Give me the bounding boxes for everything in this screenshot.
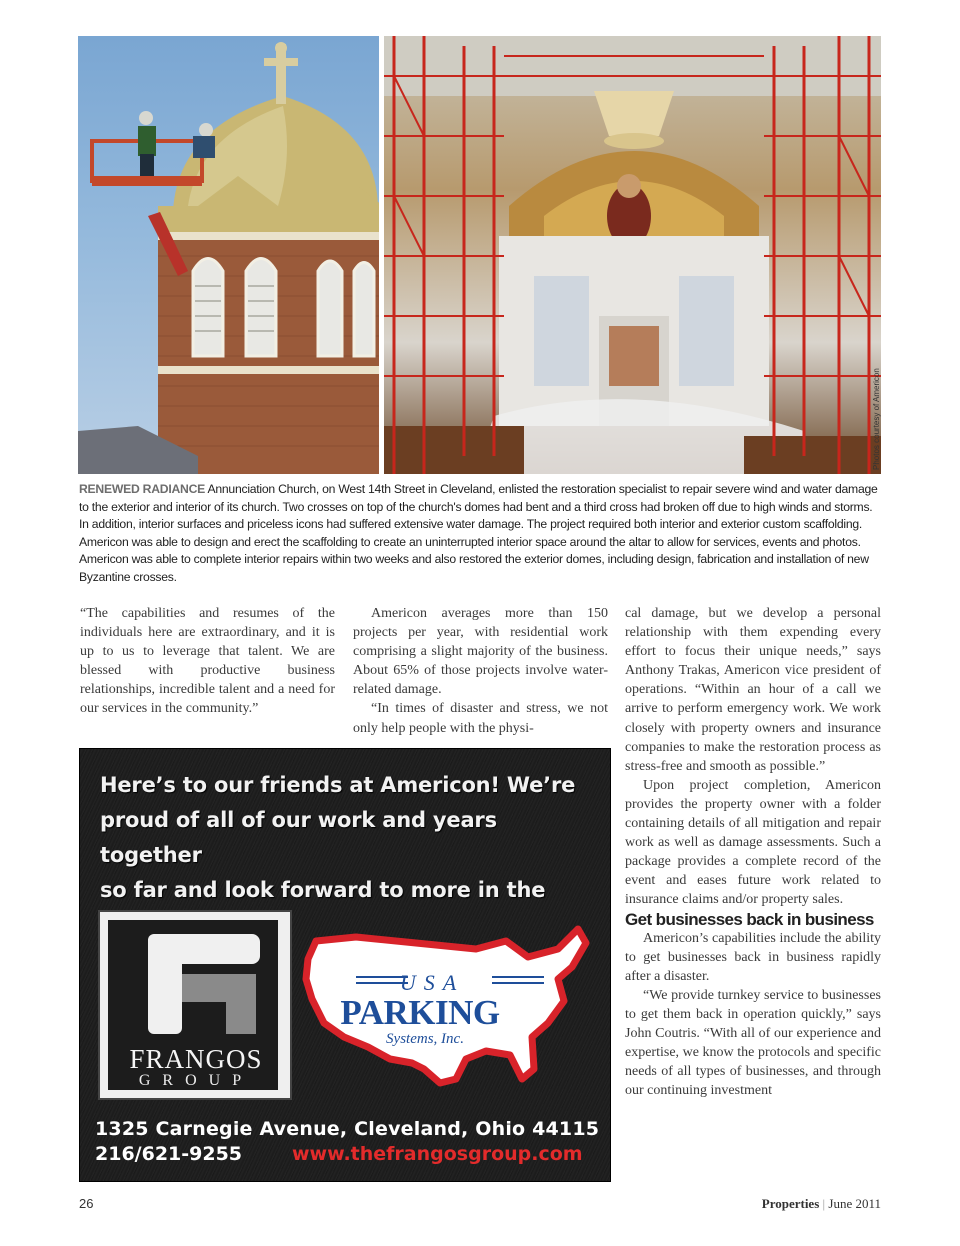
paragraph: “In times of disaster and stress, we not only help people with the physi- <box>353 701 608 736</box>
logo-name: FRANGOS <box>129 1044 263 1074</box>
usa-parking-name: PARKING <box>340 993 500 1032</box>
page-number: 26 <box>79 1196 94 1211</box>
paragraph: Americon averages more than 150 projects per year, with residential work comprising a slight majority of the business. About 65% of those projects involve water-related damage. <box>353 606 608 698</box>
church-exterior-photo <box>78 36 379 474</box>
photo-credit: Photos courtesy of Americon <box>872 368 881 470</box>
ad-url[interactable]: www.thefrangosgroup.com <box>292 1143 583 1165</box>
photo-caption <box>79 481 883 587</box>
article-column-2 <box>353 604 608 738</box>
paragraph: Upon project completion, Americon provides the property owner with a folder containing details of all mitigation and repair work as well as damage assessments. Such a package provides a complete record of the event and eases future work related to insurance claims and/or property sales. <box>625 777 881 908</box>
ad-headline-line: proud of all of our work and years together <box>100 808 497 867</box>
article-column-1 <box>80 604 335 719</box>
section-subhead: Get businesses back in business <box>625 909 874 929</box>
paragraph: Americon’s capabilities include the ability to get businesses back in business rapidly after a disaster. <box>625 930 881 984</box>
publication-footer <box>720 1196 881 1212</box>
usa-parking-subtitle: Systems, Inc. <box>386 1031 464 1047</box>
logo-subtitle: GROUP <box>138 1072 254 1089</box>
church-interior-illustration <box>384 36 881 474</box>
paragraph: cal damage, but we develop a personal relationship with them expending every effort to focus their unique needs,” says Anthony Trakas, Americon vice president of operations. “Within an hour of a call we arrive to perform emergency work. We work closely with property owners and insurance companies to make the restoration process as stress-free and smooth as possible.” <box>625 606 881 774</box>
issue-date: June 2011 <box>828 1196 881 1211</box>
ad-headline-line: Here’s to our friends at Americon! We’re <box>100 773 576 797</box>
church-exterior-illustration <box>78 36 379 474</box>
frangos-advertisement <box>79 748 611 1182</box>
article-column-3 <box>625 604 881 1100</box>
frangos-f-icon <box>108 920 278 1040</box>
footer-separator: | <box>822 1196 826 1211</box>
church-interior-photo <box>384 36 881 474</box>
ad-address: 1325 Carnegie Avenue, Cleveland, Ohio 44115 <box>95 1118 600 1140</box>
usa-parking-top: USA <box>399 970 465 995</box>
ad-headline-line: so far and look forward to more in the <box>100 878 546 902</box>
paragraph: “The capabilities and resumes of the individuals here are extraordinary, and it is up to us to leverage that talent. We are blessed with productive business relationships, incredible talent and a need for our services in the community.” <box>80 606 335 717</box>
frangos-logo <box>98 910 292 1100</box>
caption-kicker: RENEWED RADIANCE <box>79 482 206 496</box>
caption-text: Annunciation Church, on West 14th Street in Cleveland, enlisted the restoration specialist to repair severe wind and water damage to the exterior and interior of its church. Two crosses on top of the church's domes had bent and a third cross had broken off due to high winds and storms. In addition, interior surfaces and priceless icons had suffered extensive water damage. The project required both interior and exterior custom scaffolding. Americon was able to design and erect the scaffolding to create an uninterrupted interior space around the altar to allow for services, events and photos. Americon was able to complete interior repairs within two weeks and also restored the exterior domes, including design, fabrication and installation of new Byzantine crosses. <box>79 482 878 584</box>
ad-phone: 216/621-9255 <box>95 1143 243 1165</box>
paragraph: “We provide turnkey service to businesses to get them back in operation quickly,” says John Coutris. “With all of our experience and expertise, we know the protocols and specific needs of all types of businesses, and through our continuing investment <box>625 987 881 1099</box>
publication-name: Properties <box>761 1196 820 1211</box>
